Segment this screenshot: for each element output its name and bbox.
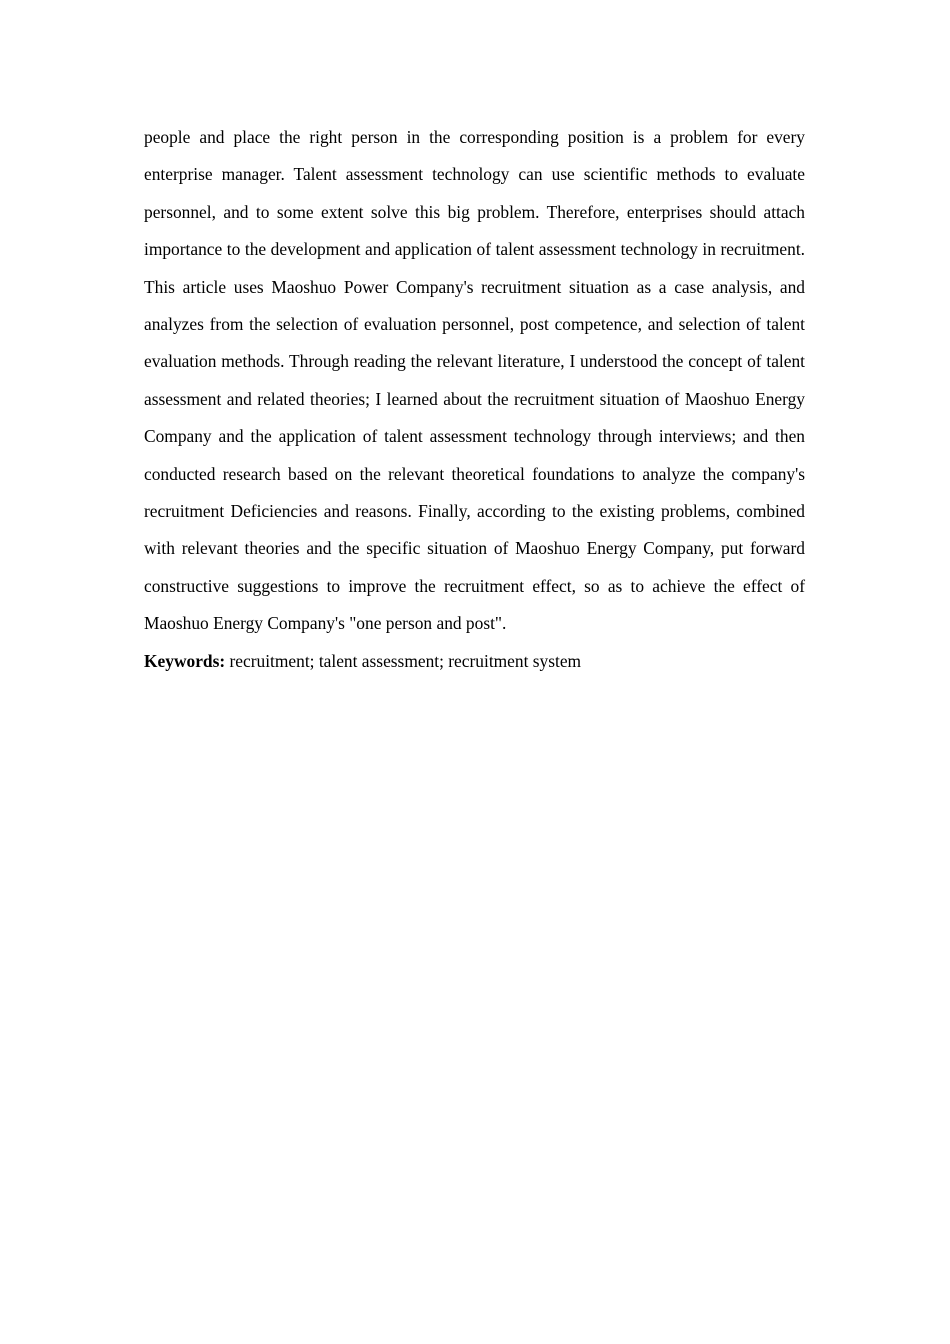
keywords-line: [144, 643, 805, 680]
keywords-value: recruitment; talent assessment; recruitment system: [225, 650, 582, 671]
keywords-label: Keywords:: [144, 650, 226, 671]
abstract-paragraph: people and place the right person in the corresponding position is a problem for every enterprise manager. Talent assessment technology can use scientific methods to evaluate personnel, and to some extent solve this big problem. Therefore, enterprises should attach importance to the development and application of talent assessment technology in recruitment. This article uses Maoshuo Power Company's recruitment situation as a case analysis, and analyzes from the selection of evaluation personnel, post competence, and selection of talent evaluation methods. Through reading the relevant literature, I understood the concept of talent assessment and related theories; I learned about the recruitment situation of Maoshuo Energy Company and the application of talent assessment technology through interviews; and then conducted research based on the relevant theoretical foundations to analyze the company's recruitment Deficiencies and reasons. Finally, according to the existing problems, combined with relevant theories and the specific situation of Maoshuo Energy Company, put forward constructive suggestions to improve the recruitment effect, so as to achieve the effect of Maoshuo Energy Company's "one person and post".: [144, 127, 805, 634]
abstract-text-block: [144, 119, 805, 680]
